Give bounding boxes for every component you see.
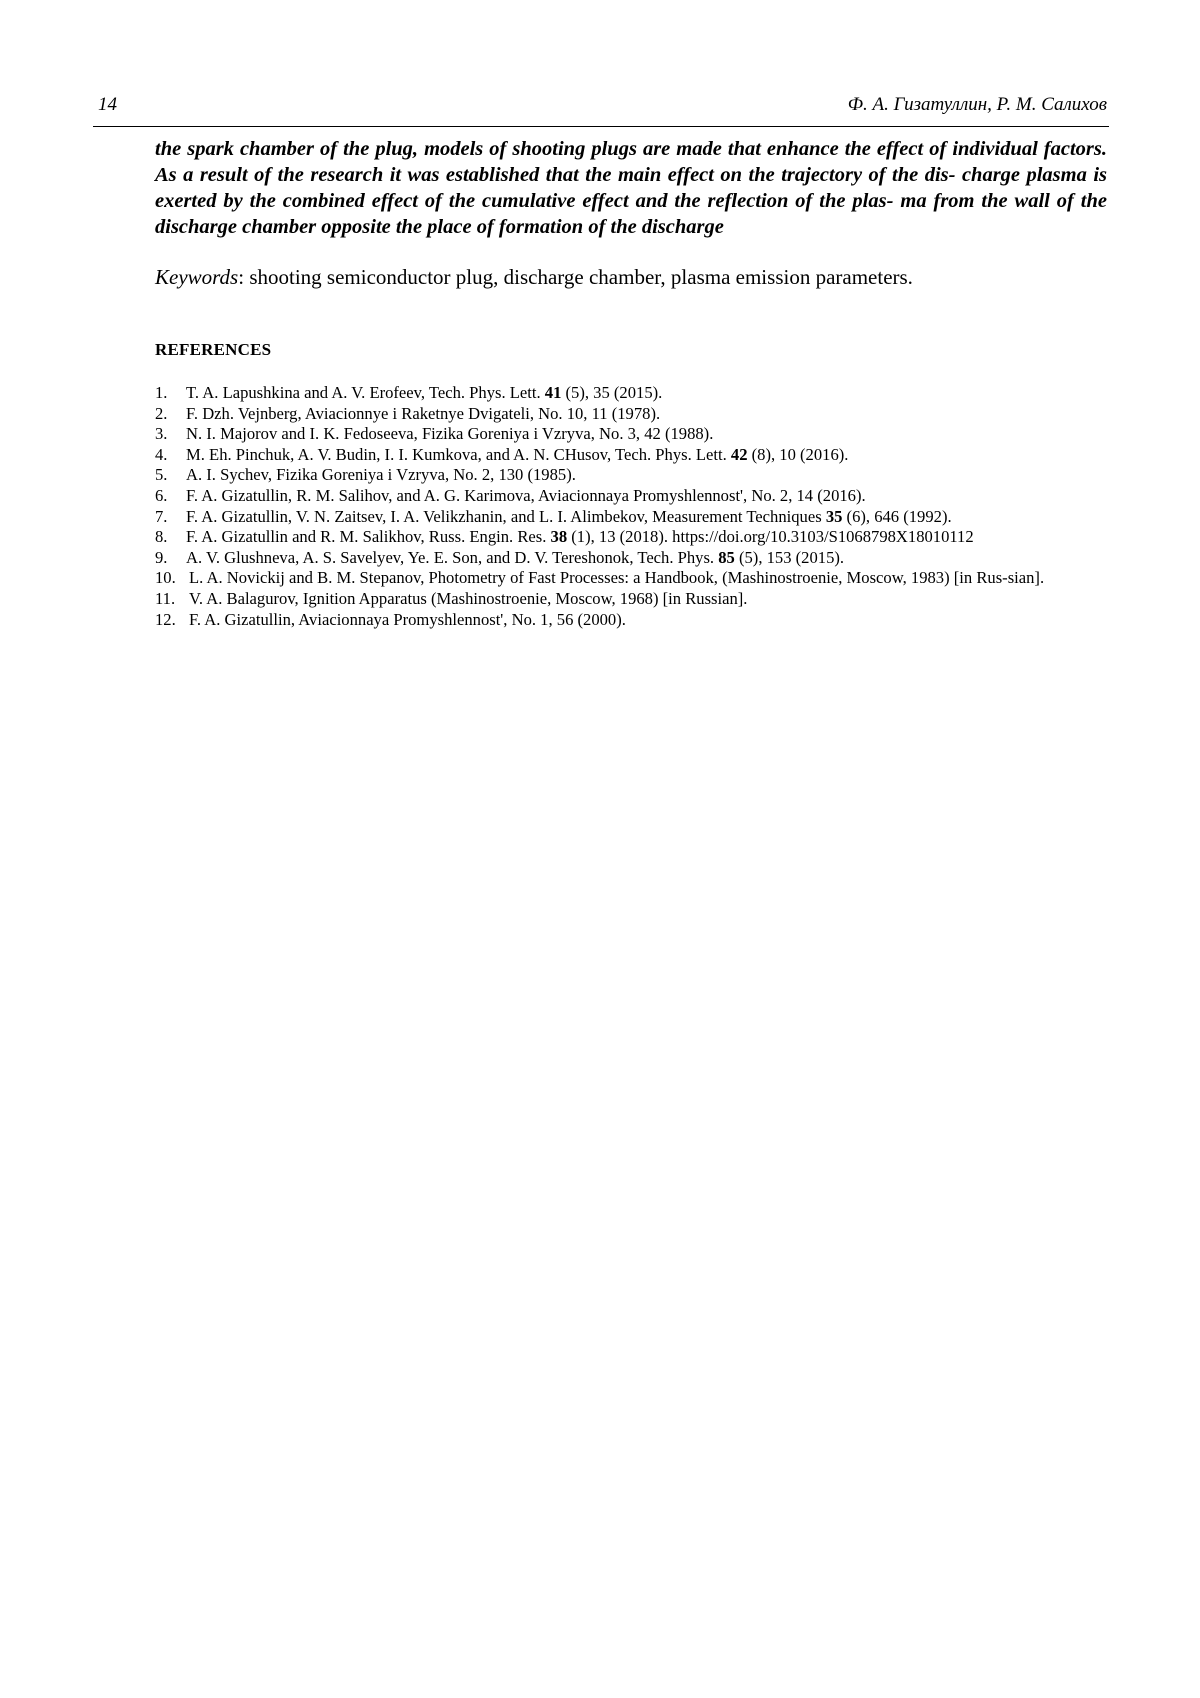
reference-number: 12. [155,609,176,629]
reference-item [155,445,1107,466]
reference-text: F. A. Gizatullin, Aviacionnaya Promyshlennost', No. 1, 56 (2000). [189,609,626,629]
keywords-separator: : [238,265,250,289]
reference-item [155,404,1107,425]
references-heading: REFERENCES [155,340,272,359]
reference-text: L. A. Novickij and B. M. Stepanov, Photometry of Fast Processes: a Handbook, (Mashinostroenie, Moscow, 1983) [in Rus-sian]. [189,568,1045,588]
reference-volume: 38 [550,527,568,547]
abstract-line: charge plasma is exerted by the combined effect of the cumulative effect and the reflection of the plas- [155,164,1107,212]
reference-text: F. A. Gizatullin and R. M. Salikhov, Russ. Engin. Res. [186,527,551,547]
reference-number: 11. [155,588,176,608]
page-number: 14 [98,94,117,115]
reference-item [155,383,1107,404]
reference-number: 4. [155,444,168,464]
reference-text-tail: (8), 10 (2016). [747,444,849,464]
reference-number: 1. [155,383,168,402]
reference-text-tail: (6), 646 (1992). [842,506,952,526]
running-head-authors: Ф. А. Гизатуллин, Р. М. Салихов [847,94,1107,115]
reference-number: 9. [155,547,168,567]
keywords-label: Keywords [155,265,239,289]
reference-text: F. Dzh. Vejnberg, Aviacionnye i Raketnye Dvigateli, No. 10, 11 (1978). [186,403,661,423]
abstract-line: ma from the wall of the discharge chamber opposite the place of formation of the discharge [155,190,1108,238]
reference-item [155,486,1107,507]
reference-text-tail: (1), 13 (2018). https://doi.org/10.3103/S1068798X18010112 [567,527,974,547]
reference-number: 2. [155,403,168,423]
reference-item [155,527,1107,548]
reference-text: M. Eh. Pinchuk, A. V. Budin, I. I. Kumkova, and A. N. CHusov, Tech. Phys. Lett. [186,444,731,464]
reference-text: A. V. Glushneva, A. S. Savelyev, Ye. E. Son, and D. V. Tereshonok, Tech. Phys. [186,547,719,567]
reference-text-tail: (5), 35 (2015). [561,383,663,402]
reference-number: 5. [155,465,168,485]
reference-number: 8. [155,527,168,547]
reference-item [155,589,1107,610]
reference-text: F. A. Gizatullin, V. N. Zaitsev, I. A. Velikzhanin, and L. I. Alimbekov, Measurement Techniques [186,506,826,526]
reference-item [155,610,1107,631]
reference-number: 6. [155,485,168,505]
reference-volume: 42 [730,444,748,464]
references-list [155,383,1107,630]
reference-text-tail: (5), 153 (2015). [734,547,845,567]
reference-number: 10. [155,568,176,588]
reference-item [155,507,1107,528]
abstract-line: the spark chamber of the plug, models of shooting plugs are made that enhance the effect of individual [155,138,1038,160]
reference-text: A. I. Sychev, Fizika Goreniya i Vzryva, No. 2, 130 (1985). [186,465,576,485]
reference-item [155,548,1107,569]
header-divider [93,126,1109,127]
reference-text: V. A. Balagurov, Ignition Apparatus (Mashinostroenie, Moscow, 1968) [in Russian]. [189,588,748,608]
reference-text: N. I. Majorov and I. K. Fedoseeva, Fizika Goreniya i Vzryva, No. 3, 42 (1988). [186,424,714,444]
reference-item [155,465,1107,486]
reference-number: 7. [155,506,168,526]
reference-volume: 41 [544,383,562,402]
abstract-line: factors. As a result of the research it was established that the main effect on the trajectory of the dis- [155,138,1107,186]
reference-volume: 35 [825,506,843,526]
reference-number: 3. [155,424,168,444]
reference-text: T. A. Lapushkina and A. V. Erofeev, Tech. Phys. Lett. [186,383,545,402]
reference-text: F. A. Gizatullin, R. M. Salihov, and A. G. Karimova, Aviacionnaya Promyshlennost', No. 2, 14 (2016). [186,485,866,505]
keywords-line [155,263,1107,291]
keywords-text: shooting semiconductor plug, discharge chamber, plasma emission parameters. [249,265,913,289]
page-header [93,90,1109,120]
reference-volume: 85 [718,547,735,567]
reference-item [155,424,1107,445]
reference-item [155,568,1107,589]
abstract-text [155,136,1107,240]
